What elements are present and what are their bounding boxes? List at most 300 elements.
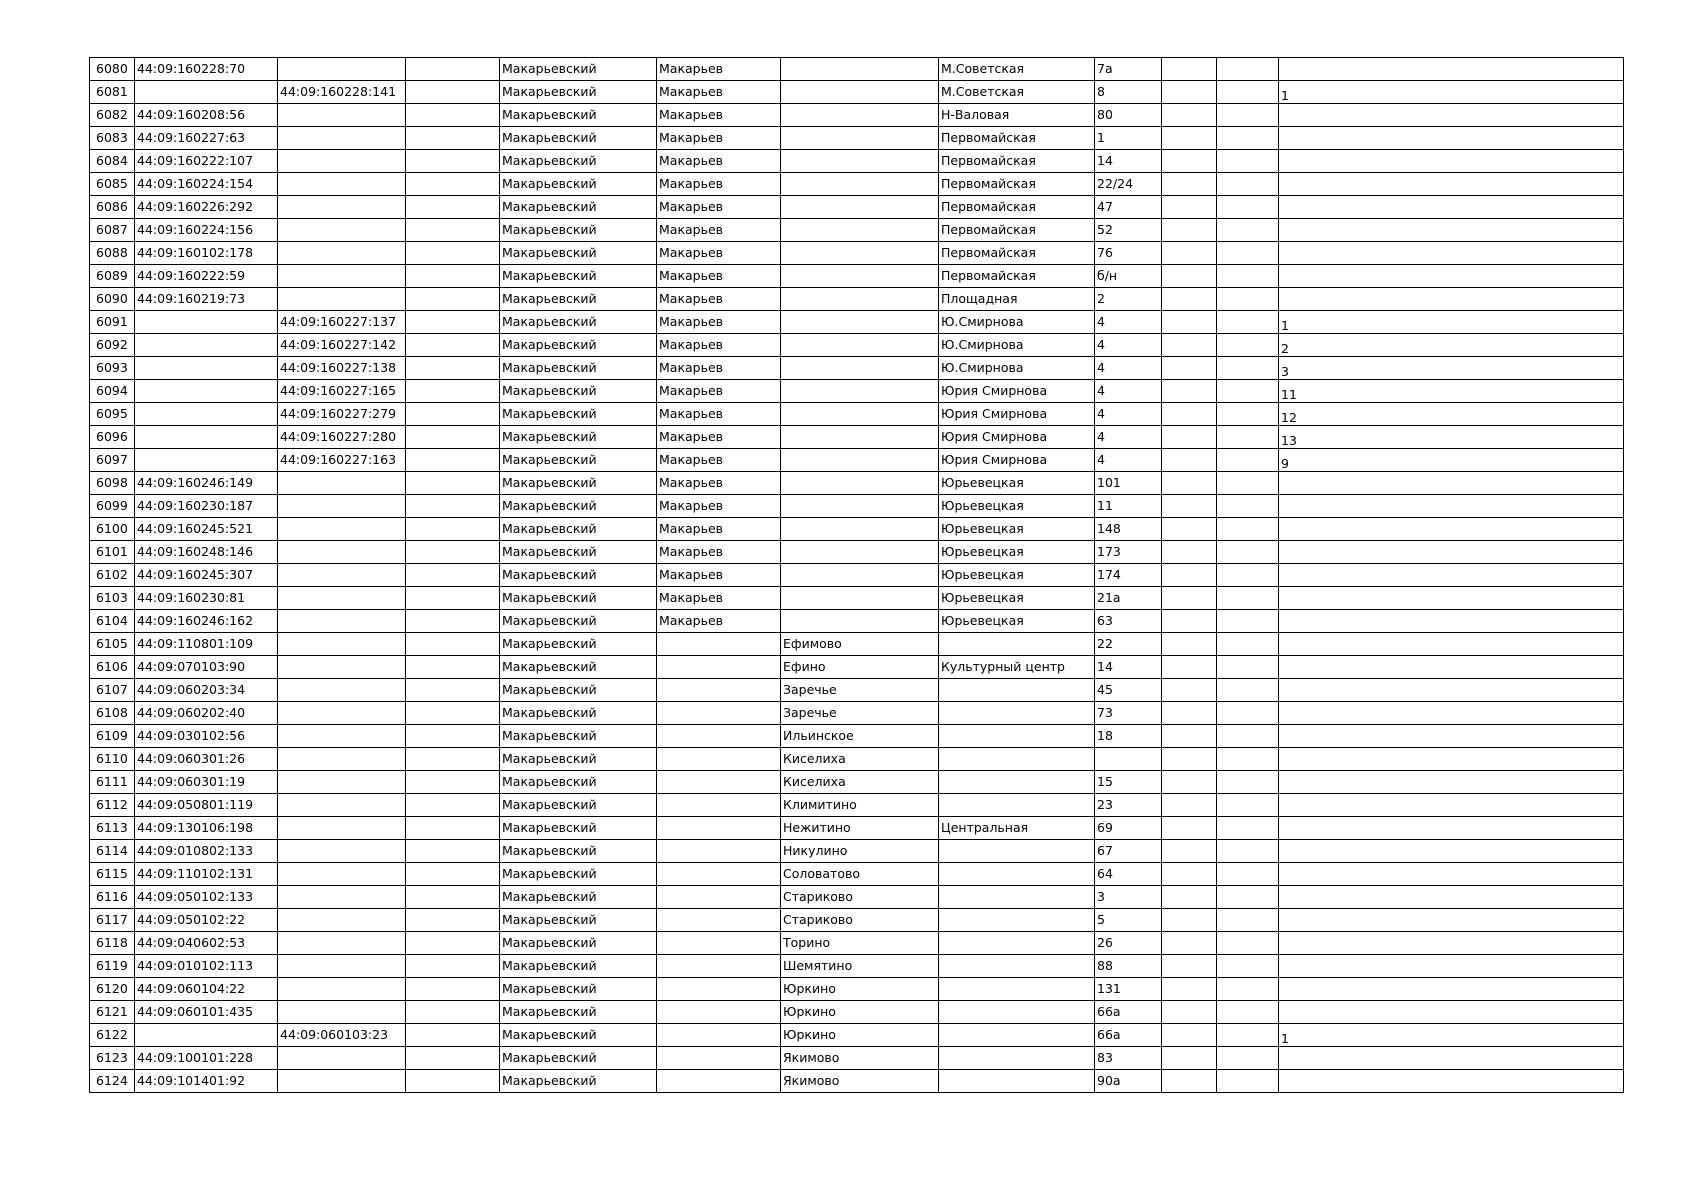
table-row	[90, 426, 1624, 449]
street-cell	[939, 909, 1095, 932]
settlement-cell	[781, 219, 939, 242]
extra-cell-a	[1162, 656, 1217, 679]
apartment-number-cell	[1279, 265, 1624, 288]
empty-cell	[406, 127, 500, 150]
street-cell	[939, 1047, 1095, 1070]
district-cell: Макарьевский	[500, 610, 657, 633]
table-row	[90, 81, 1624, 104]
settlement-cell: Заречье	[781, 679, 939, 702]
extra-cell-a	[1162, 58, 1217, 81]
empty-cell	[406, 771, 500, 794]
row-number-cell: 6096	[90, 426, 135, 449]
extra-cell-b	[1217, 725, 1279, 748]
table-row	[90, 932, 1624, 955]
cadastral-number-cell: 44:09:160230:187	[135, 495, 278, 518]
district-cell: Макарьевский	[500, 541, 657, 564]
house-number-cell: 18	[1095, 725, 1162, 748]
parent-cadastral-number-cell	[278, 541, 406, 564]
extra-cell-a	[1162, 288, 1217, 311]
row-number-cell: 6087	[90, 219, 135, 242]
street-cell: Юрьевецкая	[939, 541, 1095, 564]
district-cell: Макарьевский	[500, 909, 657, 932]
cadastral-number-cell: 44:09:160219:73	[135, 288, 278, 311]
extra-cell-b	[1217, 288, 1279, 311]
district-cell: Макарьевский	[500, 748, 657, 771]
parent-cadastral-number-cell	[278, 840, 406, 863]
city-cell: Макарьев	[657, 472, 781, 495]
table-row	[90, 150, 1624, 173]
table-row	[90, 127, 1624, 150]
table-row	[90, 748, 1624, 771]
cadastral-number-cell: 44:09:160246:149	[135, 472, 278, 495]
city-cell	[657, 725, 781, 748]
extra-cell-a	[1162, 702, 1217, 725]
district-cell: Макарьевский	[500, 1024, 657, 1047]
extra-cell-a	[1162, 196, 1217, 219]
street-cell	[939, 978, 1095, 1001]
district-cell: Макарьевский	[500, 840, 657, 863]
settlement-cell	[781, 150, 939, 173]
extra-cell-a	[1162, 472, 1217, 495]
extra-cell-b	[1217, 748, 1279, 771]
empty-cell	[406, 541, 500, 564]
extra-cell-b	[1217, 863, 1279, 886]
settlement-cell	[781, 403, 939, 426]
settlement-cell: Юркино	[781, 1024, 939, 1047]
empty-cell	[406, 380, 500, 403]
settlement-cell	[781, 173, 939, 196]
extra-cell-b	[1217, 610, 1279, 633]
table-row	[90, 564, 1624, 587]
empty-cell	[406, 633, 500, 656]
empty-cell	[406, 955, 500, 978]
extra-cell-b	[1217, 932, 1279, 955]
extra-cell-a	[1162, 104, 1217, 127]
settlement-cell: Соловатово	[781, 863, 939, 886]
parent-cadastral-number-cell	[278, 978, 406, 1001]
house-number-cell: 22/24	[1095, 173, 1162, 196]
street-cell: Первомайская	[939, 242, 1095, 265]
settlement-cell	[781, 472, 939, 495]
extra-cell-b	[1217, 150, 1279, 173]
row-number-cell: 6124	[90, 1070, 135, 1093]
settlement-cell: Шемятино	[781, 955, 939, 978]
empty-cell	[406, 656, 500, 679]
house-number-cell: 76	[1095, 242, 1162, 265]
apartment-number-cell	[1279, 633, 1624, 656]
extra-cell-b	[1217, 541, 1279, 564]
parent-cadastral-number-cell	[278, 794, 406, 817]
parent-cadastral-number-cell	[278, 633, 406, 656]
settlement-cell	[781, 104, 939, 127]
city-cell	[657, 679, 781, 702]
settlement-cell: Якимово	[781, 1070, 939, 1093]
extra-cell-b	[1217, 909, 1279, 932]
extra-cell-b	[1217, 1001, 1279, 1024]
table-row	[90, 242, 1624, 265]
house-number-cell: 83	[1095, 1047, 1162, 1070]
extra-cell-a	[1162, 380, 1217, 403]
district-cell: Макарьевский	[500, 288, 657, 311]
city-cell: Макарьев	[657, 518, 781, 541]
cadastral-number-cell: 44:09:060203:34	[135, 679, 278, 702]
city-cell	[657, 840, 781, 863]
street-cell	[939, 955, 1095, 978]
cadastral-number-cell: 44:09:160224:156	[135, 219, 278, 242]
row-number-cell: 6100	[90, 518, 135, 541]
street-cell: Юрьевецкая	[939, 495, 1095, 518]
district-cell: Макарьевский	[500, 633, 657, 656]
cadastral-number-cell	[135, 380, 278, 403]
city-cell	[657, 794, 781, 817]
empty-cell	[406, 357, 500, 380]
parent-cadastral-number-cell: 44:09:160227:142	[278, 334, 406, 357]
settlement-cell: Ильинское	[781, 725, 939, 748]
table-row	[90, 633, 1624, 656]
extra-cell-a	[1162, 265, 1217, 288]
empty-cell	[406, 311, 500, 334]
settlement-cell: Никулино	[781, 840, 939, 863]
extra-cell-a	[1162, 541, 1217, 564]
settlement-cell: Торино	[781, 932, 939, 955]
district-cell: Макарьевский	[500, 495, 657, 518]
empty-cell	[406, 587, 500, 610]
city-cell: Макарьев	[657, 610, 781, 633]
table-row	[90, 1047, 1624, 1070]
settlement-cell: Киселиха	[781, 771, 939, 794]
apartment-number-cell	[1279, 173, 1624, 196]
street-cell: Первомайская	[939, 219, 1095, 242]
empty-cell	[406, 1070, 500, 1093]
cadastral-number-cell: 44:09:160230:81	[135, 587, 278, 610]
row-number-cell: 6090	[90, 288, 135, 311]
empty-cell	[406, 1047, 500, 1070]
city-cell: Макарьев	[657, 426, 781, 449]
settlement-cell: Якимово	[781, 1047, 939, 1070]
parent-cadastral-number-cell	[278, 702, 406, 725]
parent-cadastral-number-cell	[278, 173, 406, 196]
cadastral-number-cell: 44:09:060301:26	[135, 748, 278, 771]
street-cell: Первомайская	[939, 265, 1095, 288]
cadastral-number-cell: 44:09:160227:63	[135, 127, 278, 150]
settlement-cell	[781, 311, 939, 334]
extra-cell-a	[1162, 311, 1217, 334]
empty-cell	[406, 104, 500, 127]
parent-cadastral-number-cell	[278, 748, 406, 771]
city-cell	[657, 1047, 781, 1070]
cadastral-number-cell: 44:09:100101:228	[135, 1047, 278, 1070]
table-row	[90, 771, 1624, 794]
table-row	[90, 909, 1624, 932]
settlement-cell	[781, 610, 939, 633]
settlement-cell	[781, 265, 939, 288]
parent-cadastral-number-cell: 44:09:160227:280	[278, 426, 406, 449]
cadastral-number-cell: 44:09:160102:178	[135, 242, 278, 265]
table-row	[90, 656, 1624, 679]
district-cell: Макарьевский	[500, 472, 657, 495]
city-cell: Макарьев	[657, 288, 781, 311]
row-number-cell: 6110	[90, 748, 135, 771]
extra-cell-a	[1162, 518, 1217, 541]
parent-cadastral-number-cell	[278, 932, 406, 955]
apartment-number-cell	[1279, 955, 1624, 978]
house-number-cell: 1	[1095, 127, 1162, 150]
apartment-number-cell: 1	[1279, 1024, 1624, 1047]
cadastral-number-cell: 44:09:050102:22	[135, 909, 278, 932]
district-cell: Макарьевский	[500, 886, 657, 909]
table-row	[90, 794, 1624, 817]
house-number-cell: 2	[1095, 288, 1162, 311]
street-cell: Ю.Смирнова	[939, 334, 1095, 357]
property-register-table	[89, 57, 1624, 1093]
row-number-cell: 6088	[90, 242, 135, 265]
extra-cell-a	[1162, 81, 1217, 104]
apartment-number-cell	[1279, 242, 1624, 265]
house-number-cell: 26	[1095, 932, 1162, 955]
apartment-number-cell	[1279, 196, 1624, 219]
extra-cell-a	[1162, 817, 1217, 840]
settlement-cell: Нежитино	[781, 817, 939, 840]
table-body	[90, 58, 1624, 1093]
city-cell: Макарьев	[657, 311, 781, 334]
district-cell: Макарьевский	[500, 58, 657, 81]
empty-cell	[406, 886, 500, 909]
district-cell: Макарьевский	[500, 1070, 657, 1093]
row-number-cell: 6119	[90, 955, 135, 978]
street-cell: Юрьевецкая	[939, 564, 1095, 587]
street-cell: Н-Валовая	[939, 104, 1095, 127]
parent-cadastral-number-cell: 44:09:060103:23	[278, 1024, 406, 1047]
extra-cell-b	[1217, 403, 1279, 426]
street-cell: М.Советская	[939, 81, 1095, 104]
parent-cadastral-number-cell: 44:09:160227:163	[278, 449, 406, 472]
table-row	[90, 725, 1624, 748]
city-cell	[657, 656, 781, 679]
cadastral-number-cell: 44:09:060101:435	[135, 1001, 278, 1024]
cadastral-number-cell: 44:09:040602:53	[135, 932, 278, 955]
city-cell	[657, 633, 781, 656]
house-number-cell: 63	[1095, 610, 1162, 633]
settlement-cell: Киселиха	[781, 748, 939, 771]
table-row	[90, 495, 1624, 518]
city-cell	[657, 771, 781, 794]
table-row	[90, 702, 1624, 725]
extra-cell-a	[1162, 334, 1217, 357]
house-number-cell: 80	[1095, 104, 1162, 127]
district-cell: Макарьевский	[500, 242, 657, 265]
parent-cadastral-number-cell	[278, 265, 406, 288]
district-cell: Макарьевский	[500, 265, 657, 288]
city-cell	[657, 817, 781, 840]
district-cell: Макарьевский	[500, 978, 657, 1001]
settlement-cell: Заречье	[781, 702, 939, 725]
table-row	[90, 173, 1624, 196]
city-cell	[657, 1024, 781, 1047]
table-row	[90, 104, 1624, 127]
house-number-cell: 101	[1095, 472, 1162, 495]
extra-cell-a	[1162, 219, 1217, 242]
empty-cell	[406, 173, 500, 196]
extra-cell-b	[1217, 656, 1279, 679]
extra-cell-b	[1217, 242, 1279, 265]
district-cell: Макарьевский	[500, 1001, 657, 1024]
settlement-cell: Стариково	[781, 909, 939, 932]
parent-cadastral-number-cell: 44:09:160227:137	[278, 311, 406, 334]
district-cell: Макарьевский	[500, 173, 657, 196]
extra-cell-a	[1162, 886, 1217, 909]
cadastral-number-cell: 44:09:160246:162	[135, 610, 278, 633]
empty-cell	[406, 518, 500, 541]
cadastral-number-cell: 44:09:050102:133	[135, 886, 278, 909]
row-number-cell: 6098	[90, 472, 135, 495]
apartment-number-cell	[1279, 219, 1624, 242]
apartment-number-cell	[1279, 58, 1624, 81]
table-row	[90, 288, 1624, 311]
street-cell	[939, 679, 1095, 702]
empty-cell	[406, 978, 500, 1001]
house-number-cell: 4	[1095, 403, 1162, 426]
city-cell	[657, 955, 781, 978]
cadastral-number-cell	[135, 1024, 278, 1047]
district-cell: Макарьевский	[500, 794, 657, 817]
settlement-cell	[781, 380, 939, 403]
parent-cadastral-number-cell: 44:09:160227:138	[278, 357, 406, 380]
empty-cell	[406, 472, 500, 495]
apartment-number-cell	[1279, 127, 1624, 150]
apartment-number-cell	[1279, 1047, 1624, 1070]
extra-cell-a	[1162, 909, 1217, 932]
house-number-cell: 15	[1095, 771, 1162, 794]
extra-cell-b	[1217, 127, 1279, 150]
parent-cadastral-number-cell	[278, 564, 406, 587]
city-cell: Макарьев	[657, 127, 781, 150]
city-cell: Макарьев	[657, 564, 781, 587]
district-cell: Макарьевский	[500, 449, 657, 472]
settlement-cell: Юркино	[781, 978, 939, 1001]
row-number-cell: 6086	[90, 196, 135, 219]
extra-cell-b	[1217, 311, 1279, 334]
extra-cell-b	[1217, 955, 1279, 978]
house-number-cell: 4	[1095, 426, 1162, 449]
cadastral-number-cell: 44:09:160245:521	[135, 518, 278, 541]
empty-cell	[406, 288, 500, 311]
parent-cadastral-number-cell: 44:09:160228:141	[278, 81, 406, 104]
empty-cell	[406, 449, 500, 472]
extra-cell-b	[1217, 771, 1279, 794]
city-cell: Макарьев	[657, 541, 781, 564]
house-number-cell: 4	[1095, 357, 1162, 380]
street-cell: Юрьевецкая	[939, 610, 1095, 633]
extra-cell-a	[1162, 1001, 1217, 1024]
city-cell	[657, 886, 781, 909]
extra-cell-a	[1162, 725, 1217, 748]
street-cell: Юрия Смирнова	[939, 403, 1095, 426]
settlement-cell	[781, 495, 939, 518]
street-cell	[939, 840, 1095, 863]
apartment-number-cell	[1279, 104, 1624, 127]
street-cell	[939, 1070, 1095, 1093]
cadastral-number-cell: 44:09:160224:154	[135, 173, 278, 196]
apartment-number-cell: 11	[1279, 380, 1624, 403]
street-cell	[939, 794, 1095, 817]
house-number-cell: 90а	[1095, 1070, 1162, 1093]
apartment-number-cell	[1279, 656, 1624, 679]
district-cell: Макарьевский	[500, 311, 657, 334]
empty-cell	[406, 932, 500, 955]
district-cell: Макарьевский	[500, 219, 657, 242]
parent-cadastral-number-cell	[278, 127, 406, 150]
table-row	[90, 863, 1624, 886]
street-cell: Центральная	[939, 817, 1095, 840]
parent-cadastral-number-cell	[278, 863, 406, 886]
extra-cell-a	[1162, 173, 1217, 196]
row-number-cell: 6104	[90, 610, 135, 633]
extra-cell-b	[1217, 265, 1279, 288]
apartment-number-cell: 3	[1279, 357, 1624, 380]
row-number-cell: 6101	[90, 541, 135, 564]
parent-cadastral-number-cell	[278, 909, 406, 932]
table-row	[90, 196, 1624, 219]
empty-cell	[406, 1024, 500, 1047]
row-number-cell: 6092	[90, 334, 135, 357]
cadastral-number-cell	[135, 426, 278, 449]
apartment-number-cell: 12	[1279, 403, 1624, 426]
settlement-cell	[781, 334, 939, 357]
table-row	[90, 1024, 1624, 1047]
extra-cell-a	[1162, 748, 1217, 771]
empty-cell	[406, 817, 500, 840]
table-row	[90, 955, 1624, 978]
extra-cell-a	[1162, 1047, 1217, 1070]
empty-cell	[406, 196, 500, 219]
empty-cell	[406, 58, 500, 81]
district-cell: Макарьевский	[500, 656, 657, 679]
empty-cell	[406, 242, 500, 265]
row-number-cell: 6080	[90, 58, 135, 81]
settlement-cell	[781, 127, 939, 150]
apartment-number-cell: 2	[1279, 334, 1624, 357]
apartment-number-cell	[1279, 886, 1624, 909]
cadastral-number-cell	[135, 403, 278, 426]
house-number-cell: 4	[1095, 380, 1162, 403]
extra-cell-b	[1217, 357, 1279, 380]
parent-cadastral-number-cell	[278, 610, 406, 633]
street-cell: Юрия Смирнова	[939, 380, 1095, 403]
row-number-cell: 6081	[90, 81, 135, 104]
parent-cadastral-number-cell	[278, 219, 406, 242]
house-number-cell: 174	[1095, 564, 1162, 587]
parent-cadastral-number-cell	[278, 817, 406, 840]
row-number-cell: 6116	[90, 886, 135, 909]
row-number-cell: 6105	[90, 633, 135, 656]
row-number-cell: 6114	[90, 840, 135, 863]
extra-cell-a	[1162, 955, 1217, 978]
apartment-number-cell	[1279, 564, 1624, 587]
parent-cadastral-number-cell: 44:09:160227:279	[278, 403, 406, 426]
apartment-number-cell	[1279, 1070, 1624, 1093]
extra-cell-b	[1217, 334, 1279, 357]
house-number-cell: 5	[1095, 909, 1162, 932]
cadastral-number-cell	[135, 81, 278, 104]
parent-cadastral-number-cell	[278, 104, 406, 127]
city-cell: Макарьев	[657, 150, 781, 173]
apartment-number-cell: 1	[1279, 311, 1624, 334]
city-cell: Макарьев	[657, 357, 781, 380]
table-row	[90, 587, 1624, 610]
district-cell: Макарьевский	[500, 679, 657, 702]
parent-cadastral-number-cell	[278, 495, 406, 518]
district-cell: Макарьевский	[500, 955, 657, 978]
